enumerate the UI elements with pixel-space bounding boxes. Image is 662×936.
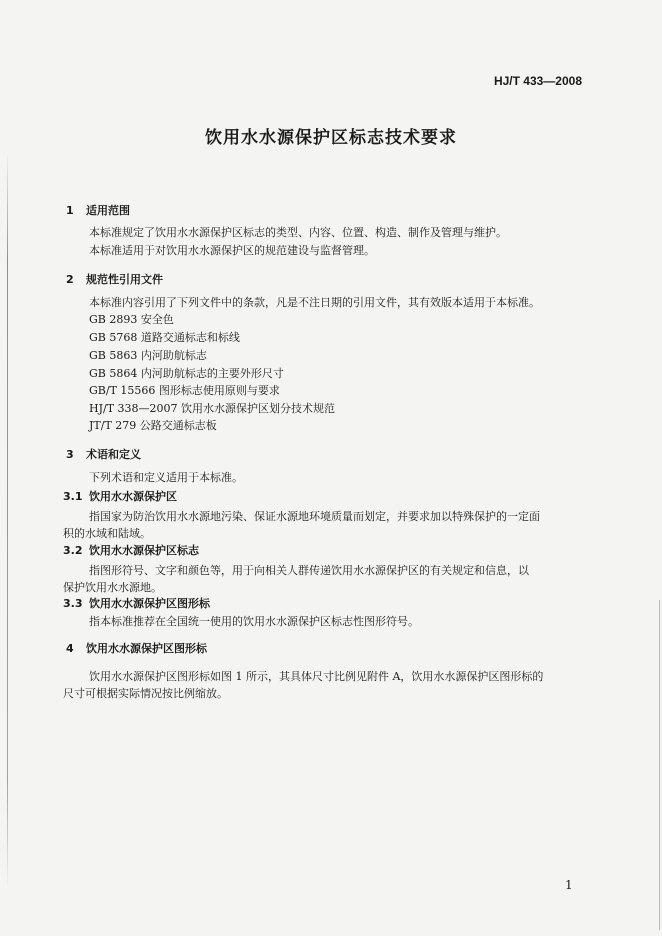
term-3-3-heading (63, 597, 210, 611)
paragraph: 饮用水水源保护区图形标如图 1 所示，其具体尺寸比例见附件 A，饮用水水源保护区图形标的 (89, 670, 544, 683)
term-number: 3.3 (63, 597, 83, 610)
section-number: 2 (66, 273, 74, 286)
reference-item: GB 5863 内河助航标志 (89, 349, 207, 362)
section-4-heading (66, 642, 207, 656)
reference-item: GB/T 15566 图形标志使用原则与要求 (89, 384, 280, 397)
paragraph: 本标准规定了饮用水水源保护区标志的类型、内容、位置、构造、制作及管理与维护。 (89, 226, 507, 239)
section-1-heading (66, 204, 130, 218)
scan-right-edge (659, 600, 660, 930)
section-title: 术语和定义 (86, 448, 141, 461)
document-title: 饮用水水源保护区标志技术要求 (205, 128, 457, 148)
section-title: 规范性引用文件 (86, 273, 163, 286)
reference-item: GB 2893 安全色 (89, 313, 174, 326)
paragraph: 指本标准推荐在全国统一使用的饮用水水源保护区标志性图形符号。 (89, 615, 419, 628)
reference-item: GB 5768 道路交通标志和标线 (89, 331, 240, 344)
section-number: 4 (66, 642, 74, 655)
reference-item: JT/T 279 公路交通标志板 (89, 419, 217, 432)
paragraph: 下列术语和定义适用于本标准。 (89, 471, 243, 484)
paragraph: 尺寸可根据实际情况按比例缩放。 (63, 687, 228, 700)
term-title: 饮用水水源保护区 (89, 490, 177, 503)
section-title: 适用范围 (86, 204, 130, 217)
paragraph: 指国家为防治饮用水水源地污染、保证水源地环境质量而划定，并要求加以特殊保护的一定面 (89, 510, 540, 523)
scan-edge-shadow (7, 150, 8, 890)
reference-item: HJ/T 338—2007 饮用水水源保护区划分技术规范 (89, 402, 336, 415)
term-number: 3.2 (63, 544, 83, 557)
section-3-heading (66, 448, 141, 462)
section-title: 饮用水水源保护区图形标 (86, 642, 207, 655)
paragraph: 保护饮用水水源地。 (63, 581, 162, 594)
reference-item: GB 5864 内河助航标志的主要外形尺寸 (89, 367, 284, 380)
term-3-1-heading (63, 490, 177, 504)
standard-code: HJ/T 433—2008 (493, 74, 582, 88)
paragraph: 指图形符号、文字和颜色等，用于向相关人群传递饮用水水源保护区的有关规定和信息，以 (89, 564, 529, 577)
paragraph: 积的水域和陆域。 (63, 527, 151, 540)
section-number: 3 (66, 448, 74, 461)
page-number: 1 (565, 878, 573, 892)
term-3-2-heading (63, 544, 199, 558)
section-2-heading (66, 273, 163, 287)
section-number: 1 (66, 204, 74, 217)
paragraph: 本标准适用于对饮用水水源保护区的规范建设与监督管理。 (89, 244, 375, 257)
term-title: 饮用水水源保护区图形标 (89, 597, 210, 610)
term-title: 饮用水水源保护区标志 (89, 544, 199, 557)
paragraph: 本标准内容引用了下列文件中的条款，凡是不注日期的引用文件，其有效版本适用于本标准。 (89, 296, 540, 309)
term-number: 3.1 (63, 490, 83, 503)
